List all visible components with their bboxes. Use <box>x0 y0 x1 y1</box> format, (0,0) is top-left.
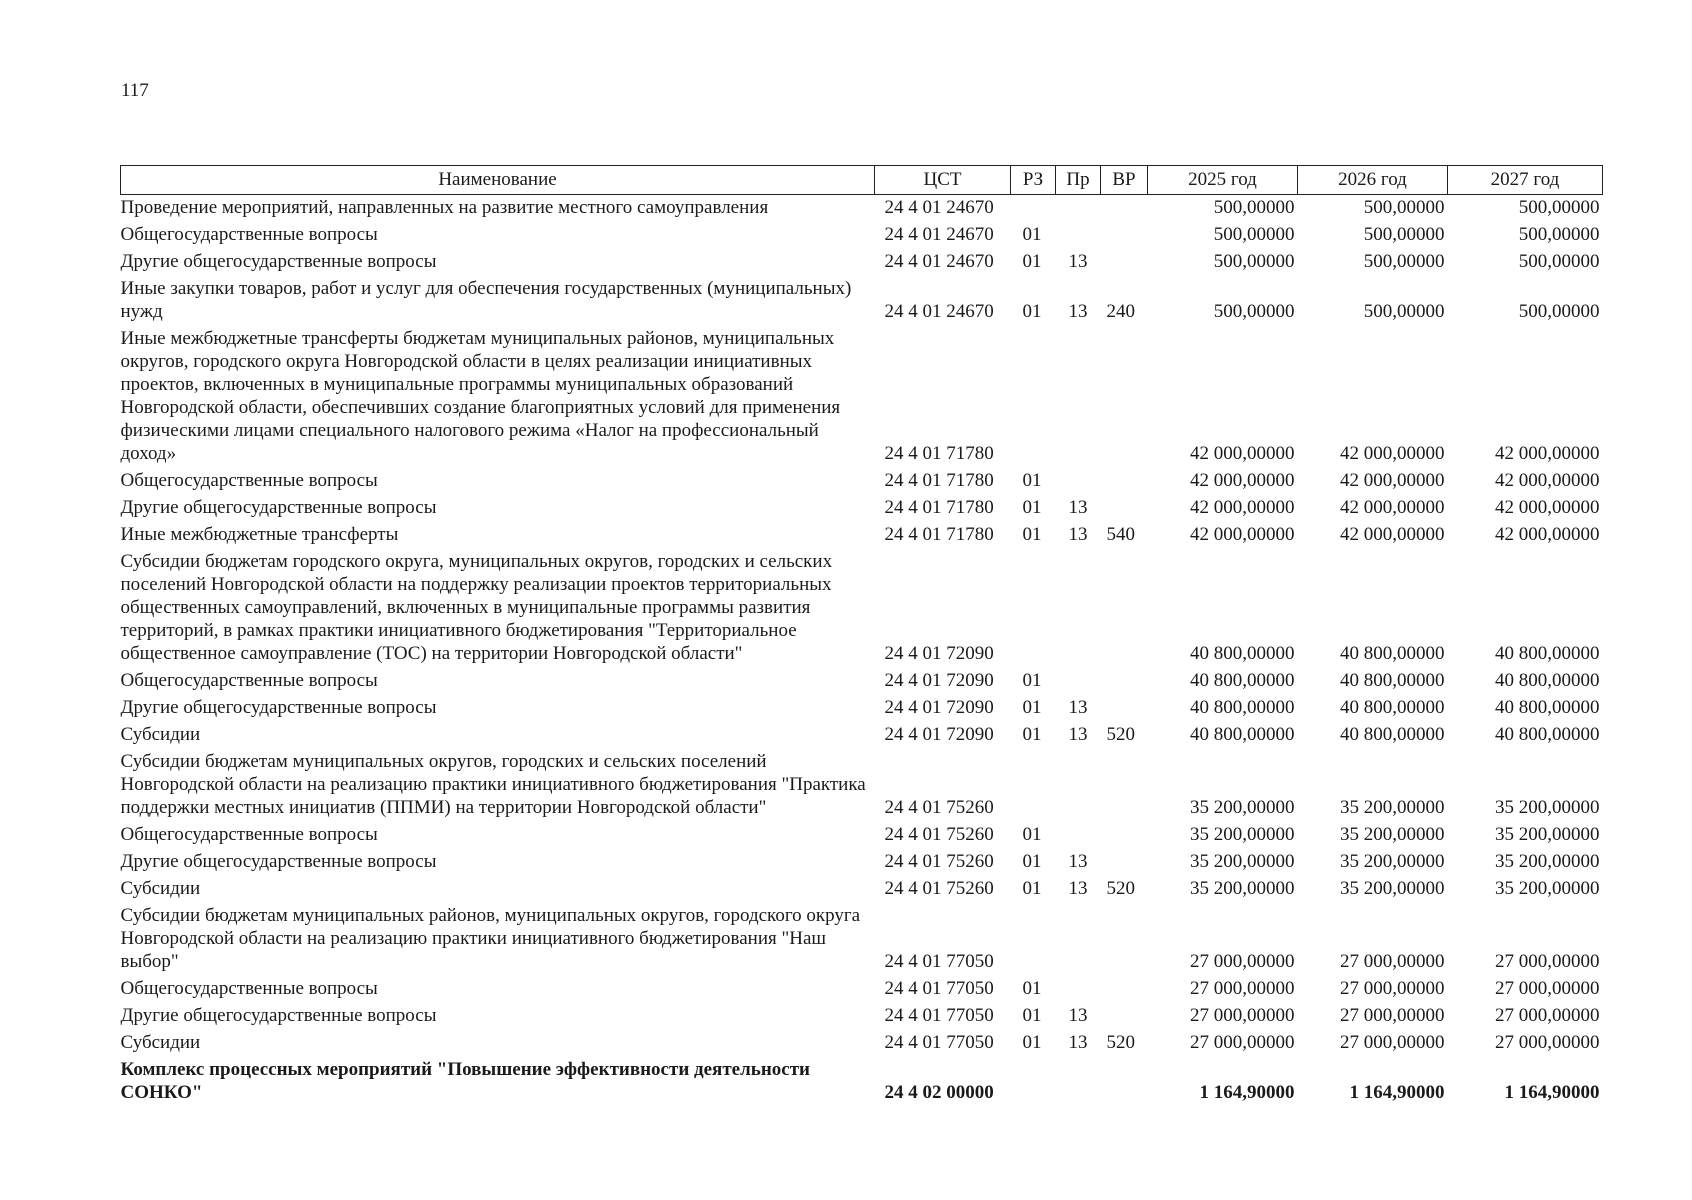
cell-2027: 27 000,00000 <box>1495 1005 1600 1026</box>
cell-2026: 40 800,00000 <box>1340 724 1445 745</box>
table-row <box>121 749 1603 822</box>
cell-pr: 13 <box>1068 497 1088 518</box>
budget-table <box>120 165 1603 1107</box>
cell-2026: 500,00000 <box>1363 224 1445 245</box>
cell-2025: 27 000,00000 <box>1190 1032 1295 1053</box>
cell-vr <box>1101 976 1148 1003</box>
cell-2025: 35 200,00000 <box>1190 797 1295 818</box>
cell-cst: 24 4 01 75260 <box>884 851 994 872</box>
cell-2027: 27 000,00000 <box>1495 978 1600 999</box>
cell-2027: 42 000,00000 <box>1495 497 1600 518</box>
cell-name: Другие общегосударственные вопросы <box>120 251 437 272</box>
cell-2025: 35 200,00000 <box>1190 851 1295 872</box>
cell-name: Общегосударственные вопросы <box>120 470 378 491</box>
cell-pr <box>1056 549 1101 668</box>
cell-pr <box>1056 468 1101 495</box>
cell-pr: 13 <box>1068 724 1088 745</box>
cell-2025: 500,00000 <box>1213 197 1295 218</box>
cell-vr <box>1101 249 1148 276</box>
cell-2025: 40 800,00000 <box>1190 643 1295 664</box>
cell-2025: 40 800,00000 <box>1190 697 1295 718</box>
cell-2027: 500,00000 <box>1518 197 1600 218</box>
cell-rz <box>1011 195 1056 223</box>
table-row <box>121 495 1603 522</box>
cell-pr <box>1056 222 1101 249</box>
table-row <box>121 1030 1603 1057</box>
cell-2027: 500,00000 <box>1518 224 1600 245</box>
table-row <box>121 222 1603 249</box>
cell-pr: 13 <box>1068 301 1088 322</box>
cell-2027: 1 164,90000 <box>1504 1082 1600 1103</box>
cell-rz: 01 <box>1022 697 1042 718</box>
cell-2025: 500,00000 <box>1213 301 1295 322</box>
cell-cst: 24 4 01 77050 <box>884 951 994 972</box>
cell-2026: 27 000,00000 <box>1340 978 1445 999</box>
cell-name: Другие общегосударственные вопросы <box>120 1005 437 1026</box>
cell-2026: 42 000,00000 <box>1340 443 1445 464</box>
cell-vr <box>1101 849 1148 876</box>
cell-2026: 35 200,00000 <box>1340 851 1445 872</box>
cell-2026: 1 164,90000 <box>1349 1082 1445 1103</box>
cell-name: Субсидии бюджетам муниципальных районов, муниципальных округов, городского округа Новгородской области на реализацию практики инициативного бюджетирования "Наш выбор" <box>120 905 861 972</box>
cell-name: Субсидии бюджетам муниципальных округов, городских и сельских поселений Новгородской области на реализацию практики инициативного бюджетирования "Практика поддержки местных инициатив (ППМИ) на территории Новгородской области" <box>120 751 866 818</box>
cell-2026: 40 800,00000 <box>1340 643 1445 664</box>
cell-vr: 240 <box>1106 301 1135 322</box>
table-row <box>121 522 1603 549</box>
cell-vr <box>1101 549 1148 668</box>
cell-name: Общегосударственные вопросы <box>120 978 378 999</box>
table-row <box>121 876 1603 903</box>
cell-2027: 35 200,00000 <box>1495 878 1600 899</box>
cell-vr <box>1101 668 1148 695</box>
cell-name: Общегосударственные вопросы <box>120 824 378 845</box>
cell-cst: 24 4 01 71780 <box>884 524 994 545</box>
cell-2025: 42 000,00000 <box>1190 497 1295 518</box>
cell-2025: 35 200,00000 <box>1190 878 1295 899</box>
cell-rz: 01 <box>1022 470 1042 491</box>
cell-2025: 27 000,00000 <box>1190 1005 1295 1026</box>
cell-pr: 13 <box>1068 524 1088 545</box>
cell-cst: 24 4 01 75260 <box>884 797 994 818</box>
cell-vr: 520 <box>1106 724 1135 745</box>
header-cst: ЦСТ <box>875 166 1011 195</box>
cell-2027: 40 800,00000 <box>1495 724 1600 745</box>
cell-name: Иные межбюджетные трансферты бюджетам муниципальных районов, муниципальных округов, городского округа Новгородской области в целях реализации инициативных проектов, включенных в муниципальные программы муниципальных образований Новгородской области, обеспечивших создание благоприятных условий для применения физическими лицами специального налогового режима «Налог на профессиональный доход» <box>120 328 841 464</box>
cell-2025: 35 200,00000 <box>1190 824 1295 845</box>
cell-rz: 01 <box>1022 724 1042 745</box>
cell-2027: 40 800,00000 <box>1495 670 1600 691</box>
cell-2026: 40 800,00000 <box>1340 697 1445 718</box>
cell-2027: 27 000,00000 <box>1495 951 1600 972</box>
table-row <box>121 468 1603 495</box>
cell-rz: 01 <box>1022 670 1042 691</box>
cell-cst: 24 4 01 71780 <box>884 443 994 464</box>
cell-pr: 13 <box>1068 1032 1088 1053</box>
cell-rz: 01 <box>1022 1032 1042 1053</box>
cell-2027: 42 000,00000 <box>1495 524 1600 545</box>
header-rz: РЗ <box>1011 166 1056 195</box>
cell-name: Комплекс процессных мероприятий "Повышение эффективности деятельности СОНКО" <box>120 1059 810 1103</box>
cell-cst: 24 4 01 24670 <box>884 301 994 322</box>
cell-2027: 35 200,00000 <box>1495 851 1600 872</box>
cell-cst: 24 4 01 75260 <box>884 878 994 899</box>
table-row <box>121 249 1603 276</box>
cell-cst: 24 4 01 77050 <box>884 1005 994 1026</box>
cell-2025: 27 000,00000 <box>1190 978 1295 999</box>
table-row <box>121 695 1603 722</box>
cell-rz <box>1011 549 1056 668</box>
cell-rz: 01 <box>1022 224 1042 245</box>
cell-rz: 01 <box>1022 1005 1042 1026</box>
page-number: 117 <box>121 80 149 101</box>
cell-rz <box>1011 903 1056 976</box>
cell-name: Субсидии <box>120 724 201 745</box>
cell-vr <box>1101 1003 1148 1030</box>
cell-2027: 35 200,00000 <box>1495 797 1600 818</box>
cell-pr: 13 <box>1068 251 1088 272</box>
cell-vr <box>1101 695 1148 722</box>
header-pr: Пр <box>1056 166 1101 195</box>
cell-rz: 01 <box>1022 851 1042 872</box>
cell-cst: 24 4 01 71780 <box>884 470 994 491</box>
cell-vr <box>1101 222 1148 249</box>
cell-2026: 500,00000 <box>1363 197 1445 218</box>
cell-vr <box>1101 495 1148 522</box>
cell-rz <box>1011 326 1056 468</box>
cell-2027: 500,00000 <box>1518 301 1600 322</box>
cell-cst: 24 4 01 24670 <box>884 224 994 245</box>
table-body <box>121 195 1603 1108</box>
cell-2025: 42 000,00000 <box>1190 524 1295 545</box>
cell-2026: 35 200,00000 <box>1340 878 1445 899</box>
cell-cst: 24 4 02 00000 <box>884 1082 994 1103</box>
cell-2027: 42 000,00000 <box>1495 443 1600 464</box>
cell-2025: 40 800,00000 <box>1190 670 1295 691</box>
table-row <box>121 976 1603 1003</box>
cell-2025: 40 800,00000 <box>1190 724 1295 745</box>
cell-pr <box>1056 822 1101 849</box>
cell-cst: 24 4 01 72090 <box>884 670 994 691</box>
header-2027: 2027 год <box>1448 166 1603 195</box>
cell-2027: 35 200,00000 <box>1495 824 1600 845</box>
cell-pr <box>1056 976 1101 1003</box>
cell-2026: 42 000,00000 <box>1340 497 1445 518</box>
cell-2026: 27 000,00000 <box>1340 1005 1445 1026</box>
cell-vr <box>1101 822 1148 849</box>
header-2025: 2025 год <box>1148 166 1298 195</box>
table-row <box>121 722 1603 749</box>
cell-cst: 24 4 01 72090 <box>884 643 994 664</box>
cell-2025: 500,00000 <box>1213 251 1295 272</box>
cell-pr: 13 <box>1068 851 1088 872</box>
cell-2027: 27 000,00000 <box>1495 1032 1600 1053</box>
cell-rz: 01 <box>1022 251 1042 272</box>
cell-name: Другие общегосударственные вопросы <box>120 497 437 518</box>
cell-pr <box>1056 195 1101 223</box>
cell-2026: 27 000,00000 <box>1340 951 1445 972</box>
cell-cst: 24 4 01 71780 <box>884 497 994 518</box>
cell-pr: 13 <box>1068 697 1088 718</box>
cell-vr <box>1101 903 1148 976</box>
cell-2026: 42 000,00000 <box>1340 524 1445 545</box>
cell-2026: 27 000,00000 <box>1340 1032 1445 1053</box>
header-2026: 2026 год <box>1298 166 1448 195</box>
cell-2027: 40 800,00000 <box>1495 697 1600 718</box>
header-name: Наименование <box>121 166 875 195</box>
cell-vr <box>1101 749 1148 822</box>
cell-2025: 42 000,00000 <box>1190 470 1295 491</box>
cell-2026: 500,00000 <box>1363 301 1445 322</box>
table-row <box>121 1003 1603 1030</box>
cell-pr: 13 <box>1068 1005 1088 1026</box>
cell-2026: 40 800,00000 <box>1340 670 1445 691</box>
table-row <box>121 668 1603 695</box>
cell-cst: 24 4 01 77050 <box>884 1032 994 1053</box>
cell-pr <box>1056 903 1101 976</box>
cell-pr <box>1056 668 1101 695</box>
cell-name: Другие общегосударственные вопросы <box>120 697 437 718</box>
cell-name: Общегосударственные вопросы <box>120 224 378 245</box>
cell-name: Субсидии <box>120 1032 201 1053</box>
cell-rz: 01 <box>1022 497 1042 518</box>
cell-rz: 01 <box>1022 301 1042 322</box>
cell-pr <box>1056 749 1101 822</box>
table-row <box>121 276 1603 326</box>
cell-2026: 35 200,00000 <box>1340 797 1445 818</box>
cell-2025: 42 000,00000 <box>1190 443 1295 464</box>
table-row <box>121 903 1603 976</box>
cell-vr: 540 <box>1106 524 1135 545</box>
cell-2025: 1 164,90000 <box>1199 1082 1295 1103</box>
table-header <box>121 166 1603 195</box>
table-row <box>121 1057 1603 1107</box>
cell-cst: 24 4 01 72090 <box>884 724 994 745</box>
cell-2026: 35 200,00000 <box>1340 824 1445 845</box>
cell-vr <box>1101 1057 1148 1107</box>
cell-pr <box>1056 326 1101 468</box>
table-row <box>121 326 1603 468</box>
cell-vr: 520 <box>1106 878 1135 899</box>
cell-rz: 01 <box>1022 524 1042 545</box>
cell-2026: 42 000,00000 <box>1340 470 1445 491</box>
cell-name: Другие общегосударственные вопросы <box>120 851 437 872</box>
cell-rz: 01 <box>1022 824 1042 845</box>
cell-cst: 24 4 01 77050 <box>884 978 994 999</box>
cell-cst: 24 4 01 24670 <box>884 197 994 218</box>
cell-2027: 42 000,00000 <box>1495 470 1600 491</box>
cell-rz <box>1011 749 1056 822</box>
cell-vr <box>1101 326 1148 468</box>
table-row <box>121 195 1603 223</box>
cell-name: Иные межбюджетные трансферты <box>120 524 399 545</box>
cell-2026: 500,00000 <box>1363 251 1445 272</box>
cell-name: Общегосударственные вопросы <box>120 670 378 691</box>
cell-rz <box>1011 1057 1056 1107</box>
cell-2027: 500,00000 <box>1518 251 1600 272</box>
cell-cst: 24 4 01 24670 <box>884 251 994 272</box>
table-row <box>121 822 1603 849</box>
header-vr: ВР <box>1101 166 1148 195</box>
cell-2025: 500,00000 <box>1213 224 1295 245</box>
cell-cst: 24 4 01 72090 <box>884 697 994 718</box>
cell-pr <box>1056 1057 1101 1107</box>
cell-name: Субсидии <box>120 878 201 899</box>
cell-2025: 27 000,00000 <box>1190 951 1295 972</box>
cell-name: Субсидии бюджетам городского округа, муниципальных округов, городских и сельских поселений Новгородской области на поддержку реализации проектов территориальных общественных самоуправлений, включенных в муниципальные программы развития территорий, в рамках практики инициативного бюджетирования "Территориальное общественное самоуправление (ТОС) на территории Новгородской области" <box>120 551 833 664</box>
cell-rz: 01 <box>1022 878 1042 899</box>
cell-vr <box>1101 468 1148 495</box>
cell-pr: 13 <box>1068 878 1088 899</box>
table-row <box>121 549 1603 668</box>
table-row <box>121 849 1603 876</box>
cell-name: Иные закупки товаров, работ и услуг для обеспечения государственных (муниципальных) нужд <box>120 278 852 322</box>
cell-vr: 520 <box>1106 1032 1135 1053</box>
cell-2027: 40 800,00000 <box>1495 643 1600 664</box>
cell-vr <box>1101 195 1148 223</box>
cell-rz: 01 <box>1022 978 1042 999</box>
cell-cst: 24 4 01 75260 <box>884 824 994 845</box>
cell-name: Проведение мероприятий, направленных на развитие местного самоуправления <box>120 197 769 218</box>
